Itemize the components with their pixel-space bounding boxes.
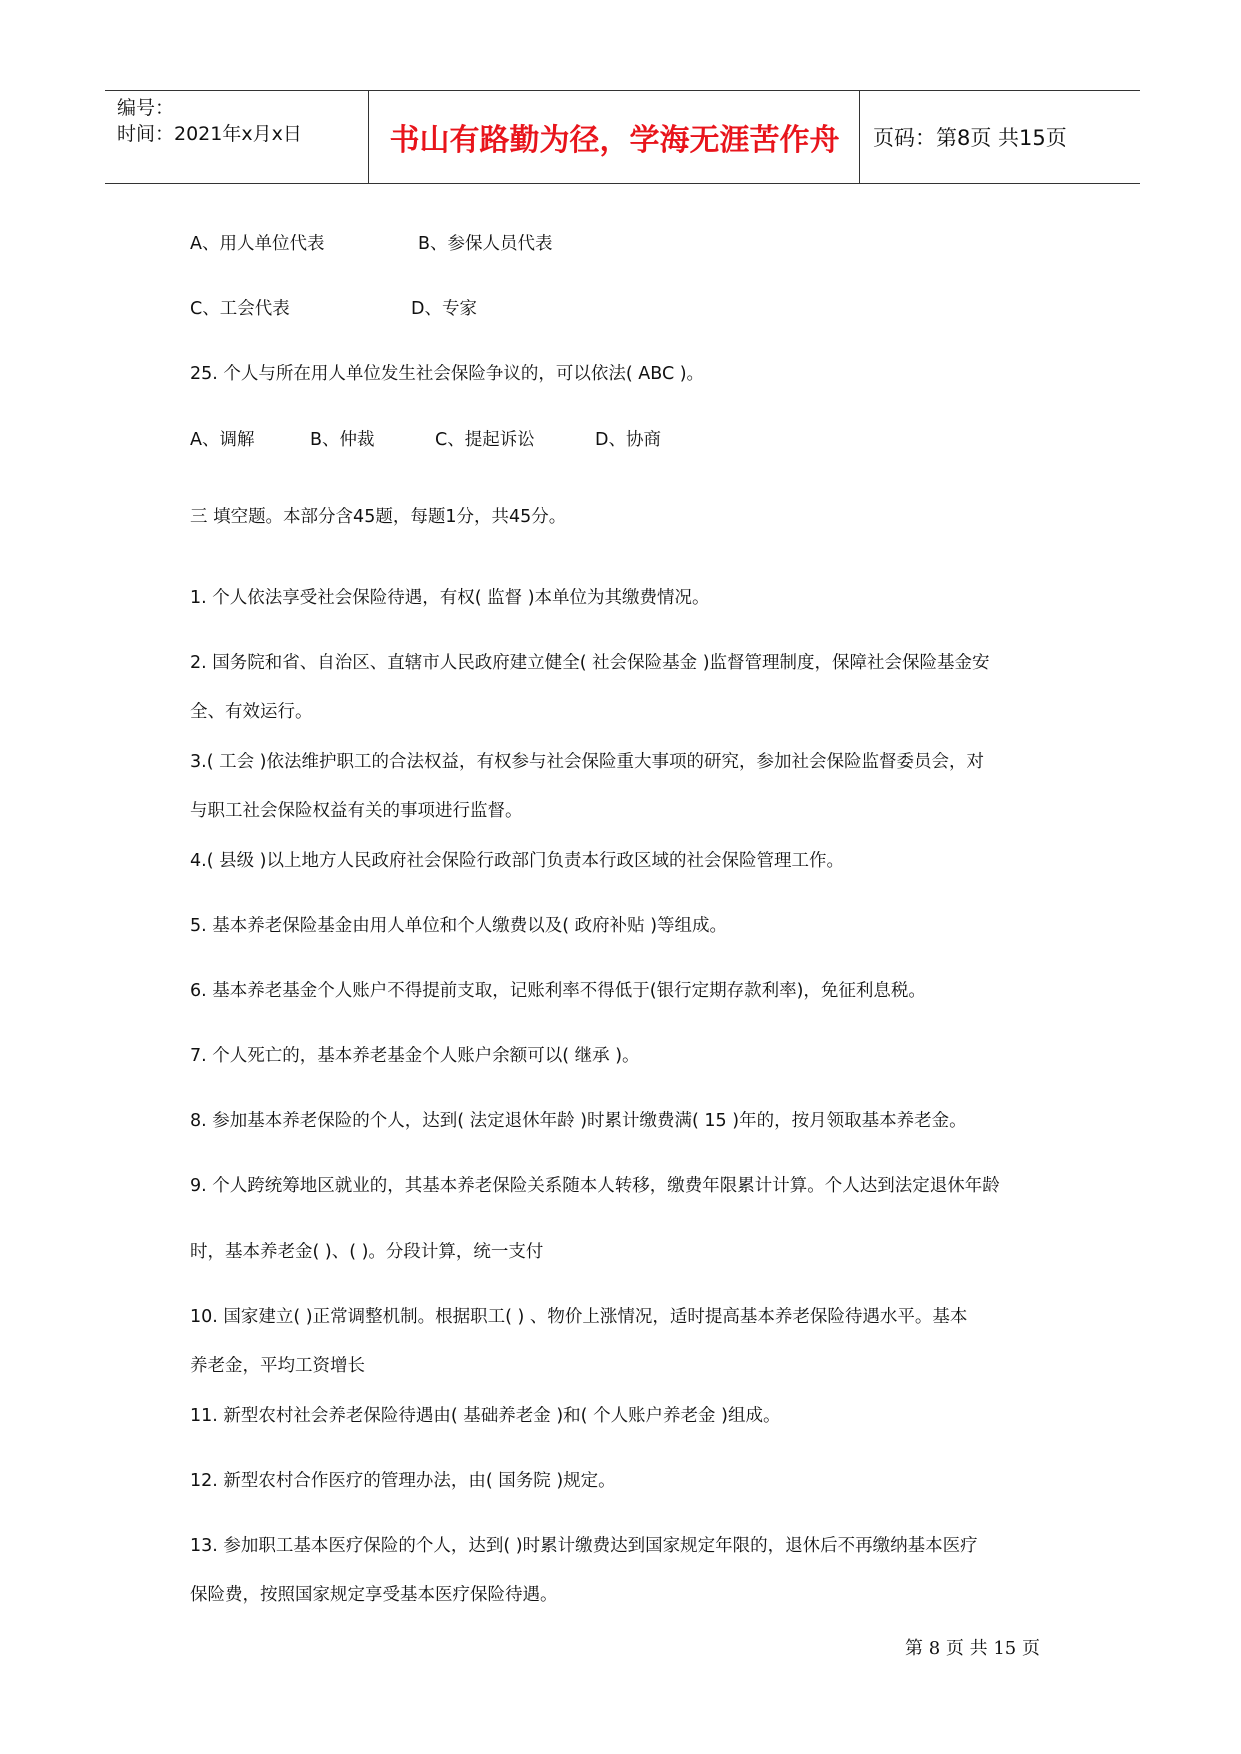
header-divider <box>368 91 369 183</box>
page-footer: 第 8 页 共 15 页 <box>905 1638 1040 1659</box>
time-label: 时间：2021年x月x日 <box>117 123 302 145</box>
q24-option-b: B、参保人员代表 <box>418 234 553 254</box>
fill-line: 12. 新型农村合作医疗的管理办法，由( 国务院 )规定。 <box>190 1471 616 1491</box>
fill-line: 11. 新型农村社会养老保险待遇由( 基础养老金 )和( 个人账户养老金 )组成。 <box>190 1406 781 1426</box>
question-25: 25. 个人与所在用人单位发生社会保险争议的，可以依法( ABC )。 <box>190 364 705 384</box>
fill-line: 保险费，按照国家规定享受基本医疗保险待遇。 <box>190 1585 558 1605</box>
fill-line: 3.( 工会 )依法维护职工的合法权益，有权参与社会保险重大事项的研究，参加社会保险监督委员会，对 <box>190 752 984 772</box>
code-label: 编号： <box>117 97 175 119</box>
q24-option-a: A、用人单位代表 <box>190 234 325 254</box>
fill-line: 时，基本养老金( )、( )。分段计算，统一支付 <box>190 1242 544 1262</box>
fill-line: 1. 个人依法享受社会保险待遇，有权( 监督 )本单位为其缴费情况。 <box>190 588 710 608</box>
fill-line: 8. 参加基本养老保险的个人，达到( 法定退休年龄 )时累计缴费满( 15 )年的，按月领取基本养老金。 <box>190 1111 967 1131</box>
fill-line: 4.( 县级 )以上地方人民政府社会保险行政部门负责本行政区域的社会保险管理工作。 <box>190 851 844 871</box>
q25-option-a: A、调解 <box>190 430 255 450</box>
fill-line: 13. 参加职工基本医疗保险的个人，达到( )时累计缴费达到国家规定年限的，退休后不再缴纳基本医疗 <box>190 1536 978 1556</box>
q25-option-b: B、仲裁 <box>310 430 375 450</box>
section-heading: 三 填空题。本部分含45题，每题1分，共45分。 <box>190 507 567 527</box>
page-header <box>105 90 1140 184</box>
fill-line: 6. 基本养老基金个人账户不得提前支取，记账利率不得低于(银行定期存款利率)，免征利息税。 <box>190 981 926 1001</box>
fill-line: 7. 个人死亡的，基本养老基金个人账户余额可以( 继承 )。 <box>190 1046 640 1066</box>
fill-line: 全、有效运行。 <box>190 702 313 722</box>
header-page-number: 页码：第8页 共15页 <box>873 126 1067 150</box>
fill-line: 9. 个人跨统筹地区就业的，其基本养老保险关系随本人转移，缴费年限累计计算。个人达到法定退休年龄 <box>190 1176 1000 1196</box>
q24-option-d: D、专家 <box>411 299 477 319</box>
fill-line: 10. 国家建立( )正常调整机制。根据职工( ) 、物价上涨情况，适时提高基本养老保险待遇水平。基本 <box>190 1307 968 1327</box>
fill-line: 与职工社会保险权益有关的事项进行监督。 <box>190 801 523 821</box>
q25-option-c: C、提起诉讼 <box>435 430 535 450</box>
header-motto: 书山有路勤为径，学海无涯苦作舟 <box>389 123 840 158</box>
header-meta <box>117 91 367 183</box>
q25-option-d: D、协商 <box>595 430 661 450</box>
fill-line: 2. 国务院和省、自治区、直辖市人民政府建立健全( 社会保险基金 )监督管理制度，保障社会保险基金安 <box>190 653 990 673</box>
q24-option-c: C、工会代表 <box>190 299 290 319</box>
fill-line: 5. 基本养老保险基金由用人单位和个人缴费以及( 政府补贴 )等组成。 <box>190 916 728 936</box>
header-divider <box>859 91 860 183</box>
fill-line: 养老金，平均工资增长 <box>190 1356 365 1376</box>
